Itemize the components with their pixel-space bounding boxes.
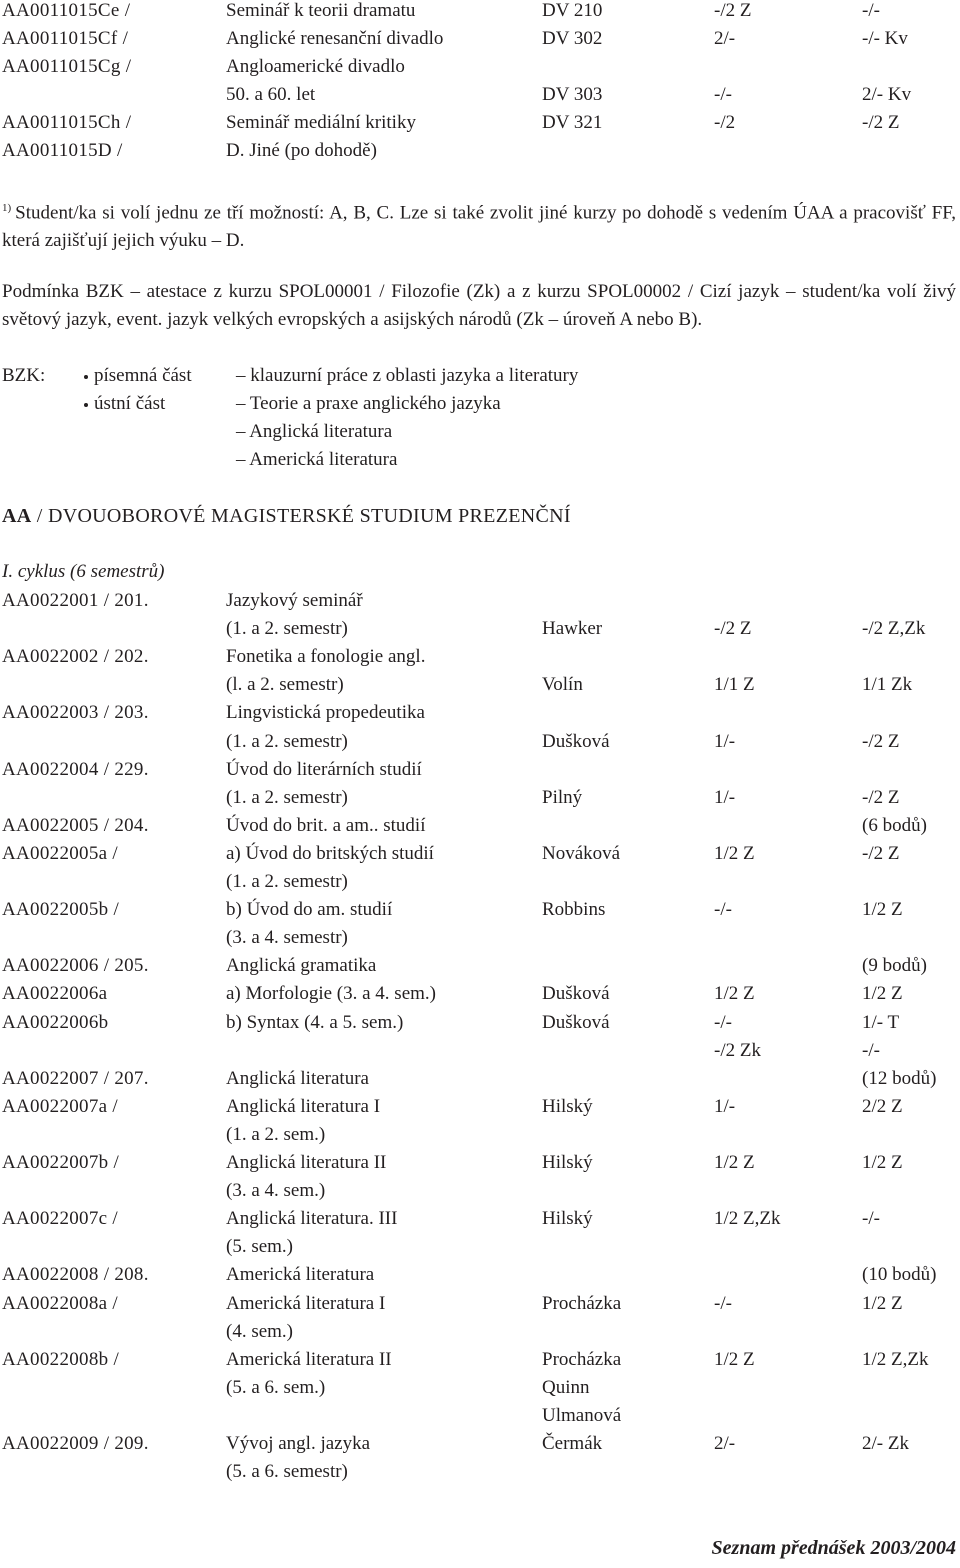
table-row [0,1458,960,1486]
course-title: Anglické renesanční divadlo [226,28,444,49]
table-row [0,1346,960,1374]
table-row [0,1037,960,1065]
table-row [0,924,960,952]
course-title: Anglická gramatika [226,955,377,976]
teacher: Dušková [542,983,610,1004]
hours-b: 2/2 Z [862,1096,903,1117]
bzk-oral [84,390,165,418]
hours-b: -/- [862,1208,880,1229]
course-code: AA0011015Cg / [2,56,132,77]
hours-a: 1/- [714,731,736,752]
written-label: písemná část [94,365,192,386]
teacher: Pilný [542,787,583,808]
course-title: (5. sem.) [226,1236,294,1257]
table-row [0,1205,960,1233]
bzk-label: BZK: [2,365,46,386]
table-row [0,1261,960,1289]
teacher: Procházka [542,1349,622,1370]
course-code: AA0022008a / [2,1293,119,1314]
course-title: (1. a 2. semestr) [226,787,348,808]
hours-b: 1/2 Z [862,899,903,920]
table-row [0,137,960,165]
hours-a: 1/2 Z [714,1152,755,1173]
table-row [0,896,960,924]
hours-b: -/2 Z [862,787,900,808]
teacher: Ulmanová [542,1405,622,1426]
course-title: (3. a 4. semestr) [226,927,348,948]
hours-b: -/- Kv [862,28,908,49]
course-code: AA0011015D / [2,140,123,161]
hours-b: -/- [862,0,880,21]
table-row [0,671,960,699]
hours-a: 1/1 Z [714,674,755,695]
course-code: AA0022004 / 229. [2,759,149,780]
hours-a: -/2 [714,112,736,133]
course-title: (3. a 4. sem.) [226,1180,326,1201]
written-text: – klauzurní práce z oblasti jazyka a literatury [236,365,579,386]
course-code: AA0022009 / 209. [2,1433,149,1454]
table-row [0,952,960,980]
table-row [0,25,960,53]
footnote-mark: 1) [2,202,12,214]
course-code: AA0011015Ch / [2,112,132,133]
footnote-text: Student/ka si volí jednu ze tří možností: A, B, C. Lze si také zvolit jiné kurzy po dohodě s vedením ÚAA a pracovišť FF, která zajišťují jejich výuku – D. [2,202,956,252]
hours-b: 1/2 Z [862,983,903,1004]
hours-a: 1/2 Z [714,1349,755,1370]
course-title: Angloamerické divadlo [226,56,405,77]
page-footer: Seznam přednášek 2003/2004 [711,1537,956,1559]
room: DV 210 [542,0,603,21]
course-title: Anglická literatura [226,1068,369,1089]
hours-b: -/2 Z,Zk [862,618,926,639]
course-title: (4. sem.) [226,1321,294,1342]
table-row [0,1149,960,1177]
table-row [0,812,960,840]
hours-a: -/2 Zk [714,1040,761,1061]
course-title: (1. a 2. semestr) [226,871,348,892]
course-title: D. Jiné (po dohodě) [226,140,377,161]
course-code: AA0022007a / [2,1096,119,1117]
course-title: (l. a 2. semestr) [226,674,344,695]
table-row [0,0,960,25]
hours-a: -/- [714,1012,732,1033]
hours-b: 1/1 Zk [862,674,913,695]
course-code: AA0022007 / 207. [2,1068,149,1089]
table-row [0,53,960,81]
oral-item: – Americká literatura [236,449,398,470]
table-row [0,1402,960,1430]
hours-a: 2/- [714,28,736,49]
teacher: Hawker [542,618,603,639]
course-title: (5. a 6. semestr) [226,1461,348,1482]
room: DV 321 [542,112,603,133]
hours-b: -/2 Z [862,112,900,133]
hours-a: -/- [714,84,732,105]
course-code: AA0022002 / 202. [2,646,149,667]
hours-b: 1/2 Z [862,1152,903,1173]
course-title: Anglická literatura. III [226,1208,398,1229]
course-title: (5. a 6. sem.) [226,1377,326,1398]
hours-b: 1/2 Z,Zk [862,1349,929,1370]
table-row [0,784,960,812]
hours-b: 2/- Kv [862,84,912,105]
hours-a: 1/2 Z [714,843,755,864]
hours-a: 1/2 Z [714,983,755,1004]
teacher: Procházka [542,1293,622,1314]
teacher: Dušková [542,1012,610,1033]
course-code: AA0011015Ce / [2,0,131,21]
course-title: Americká literatura II [226,1349,392,1370]
course-title: Anglická literatura II [226,1152,387,1173]
course-title: Seminář mediální kritiky [226,112,416,133]
table-row [0,1430,960,1458]
teacher: Čermák [542,1433,603,1454]
table-row [0,840,960,868]
footnote [2,194,956,255]
table-row [0,587,960,615]
table-row [0,1009,960,1037]
section-heading-code: AA [2,505,32,527]
hours-b: -/- [862,1040,880,1061]
table-row [0,868,960,896]
hours-b: (12 bodů) [862,1068,937,1089]
cycle-heading: I. cyklus (6 semestrů) [2,561,165,582]
table-row [0,756,960,784]
course-code: AA0022007c / [2,1208,119,1229]
hours-b: (9 bodů) [862,955,927,976]
table-row [0,643,960,671]
course-title: Úvod do literárních studií [226,759,422,780]
course-title: Vývoj angl. jazyka [226,1433,371,1454]
hours-a: 2/- [714,1433,736,1454]
course-title: (1. a 2. semestr) [226,731,348,752]
course-title: Fonetika a fonologie angl. [226,646,426,667]
bullet-icon [84,375,88,379]
oral-item: – Teorie a praxe anglického jazyka [236,393,501,414]
room: DV 303 [542,84,603,105]
course-title: a) Morfologie (3. a 4. sem.) [226,983,436,1004]
hours-b: 2/- Zk [862,1433,909,1454]
course-title: (1. a 2. sem.) [226,1124,326,1145]
teacher: Dušková [542,731,610,752]
course-code: AA0022005 / 204. [2,815,149,836]
oral-item: – Anglická literatura [236,421,393,442]
course-title: Americká literatura [226,1264,375,1285]
course-title: (1. a 2. semestr) [226,618,348,639]
table-row [0,980,960,1008]
teacher: Hilský [542,1152,593,1173]
bullet-icon [84,403,88,407]
teacher: Quinn [542,1377,590,1398]
hours-a: 1/- [714,1096,736,1117]
teacher: Hilský [542,1096,593,1117]
course-title: a) Úvod do britských studií [226,843,434,864]
section-heading [2,502,571,530]
course-code: AA0022006b [2,1012,109,1033]
course-code: AA0022006a [2,983,108,1004]
table-row [0,81,960,109]
table-row [0,1318,960,1346]
table-row [0,109,960,137]
hours-b: 1/2 Z [862,1293,903,1314]
course-code: AA0022005b / [2,899,120,920]
course-code: AA0022008b / [2,1349,120,1370]
hours-b: -/2 Z [862,843,900,864]
course-code: AA0022007b / [2,1152,120,1173]
section-heading-text: / DVOUOBOROVÉ MAGISTERSKÉ STUDIUM PREZENČNÍ [31,505,571,527]
course-title: Lingvistická propedeutika [226,702,425,723]
hours-a: -/2 Z [714,618,752,639]
table-row [0,1093,960,1121]
hours-b: 1/- T [862,1012,900,1033]
course-code: AA0011015Cf / [2,28,129,49]
table-row [0,1177,960,1205]
hours-a: -/2 Z [714,0,752,21]
course-title: Anglická literatura I [226,1096,381,1117]
course-code: AA0022003 / 203. [2,702,149,723]
course-title: Úvod do brit. a am.. studií [226,815,426,836]
table-row [0,1121,960,1149]
table-row [0,699,960,727]
hours-a: 1/- [714,787,736,808]
bzk-written [84,362,192,390]
course-code: AA0022008 / 208. [2,1264,149,1285]
course-title: 50. a 60. let [226,84,316,105]
hours-a: -/- [714,1293,732,1314]
course-code: AA0022006 / 205. [2,955,149,976]
course-title: Jazykový seminář [226,590,363,611]
course-title: b) Úvod do am. studií [226,899,393,920]
table-row [0,728,960,756]
hours-b: -/2 Z [862,731,900,752]
course-code: AA0022001 / 201. [2,590,149,611]
teacher: Robbins [542,899,606,920]
teacher: Nováková [542,843,621,864]
teacher: Volín [542,674,583,695]
table-row [0,615,960,643]
hours-b: (10 bodů) [862,1264,937,1285]
hours-a: 1/2 Z,Zk [714,1208,781,1229]
hours-b: (6 bodů) [862,815,927,836]
table-row [0,1065,960,1093]
room: DV 302 [542,28,603,49]
table-row [0,1290,960,1318]
course-title: Americká literatura I [226,1293,386,1314]
table-row [0,1374,960,1402]
course-title: b) Syntax (4. a 5. sem.) [226,1012,404,1033]
oral-label: ústní část [94,393,166,414]
bzk-condition: Podmínka BZK – atestace z kurzu SPOL00001 / Filozofie (Zk) a z kurzu SPOL00002 / Cizí jazyk – student/ka volí živý světový jazyk, event. jazyk velkých evropských a asijských národů (Zk – úroveň A nebo B). [2,281,956,330]
course-code: AA0022005a / [2,843,119,864]
course-title: Seminář k teorii dramatu [226,0,416,21]
teacher: Hilský [542,1208,593,1229]
table-row [0,1233,960,1261]
hours-a: -/- [714,899,732,920]
